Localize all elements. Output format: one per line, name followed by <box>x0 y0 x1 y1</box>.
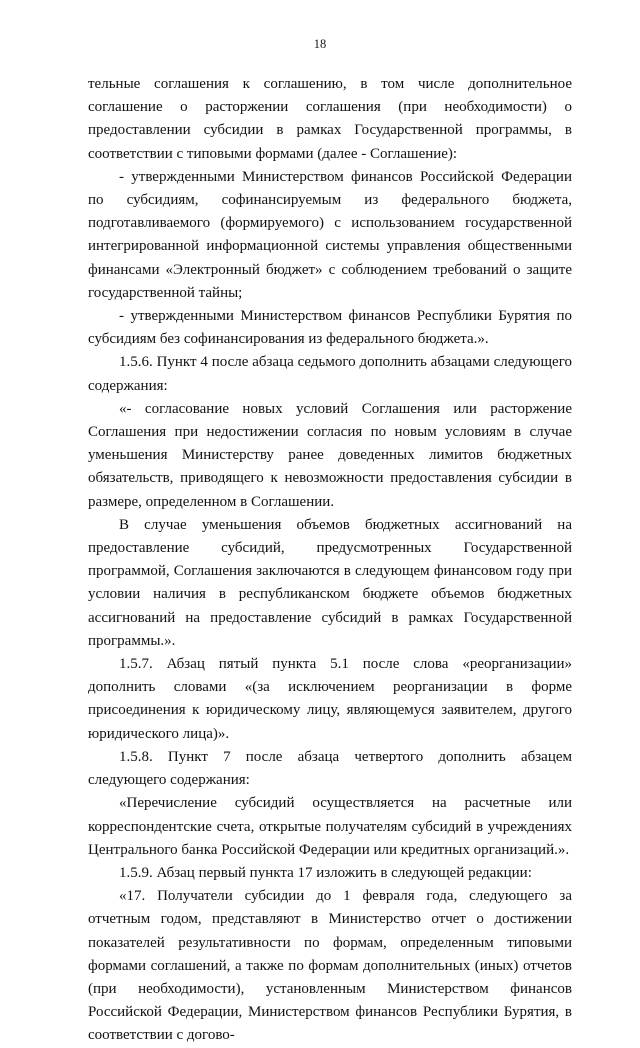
paragraph: «Перечисление субсидий осуществляется на расчетные или корреспондентские счета, открытые получателям субсидий в учреждениях Центрального банка Российской Федерации или кредитных организаций.». <box>88 795 572 858</box>
paragraph: В случае уменьшения объемов бюджетных ассигнований на предоставление субсидий, предусмотренных Государственной программой, Соглашения заключаются в следующем финансовом году при условии наличия в республиканском бюджете объемов бюджетных ассигнований на предоставление субсидий в рамках Государственной программы.». <box>88 516 572 649</box>
paragraph: 1.5.7. Абзац пятый пункта 5.1 после слова «реорганизации» дополнить словами «(за исключением реорганизации в форме присоединения к юридическому лицу, являющемуся заявителем, другого юридического лица)». <box>88 656 572 742</box>
paragraph: «- согласование новых условий Соглашения или расторжение Соглашения при недостижении согласия по новым условиям в случае уменьшения Министерству ранее доведенных лимитов бюджетных обязательств, приводящего к невозможности предоставления субсидии в размере, определенном в Соглашении. <box>88 400 572 510</box>
paragraph: тельные соглашения к соглашению, в том числе дополнительное соглашение о расторжении соглашения (при необходимости) о предоставлении субсидии в рамках Государственной программы, в соответствии с типовыми формами (далее - Соглашение): <box>88 76 572 162</box>
paragraph: 1.5.8. Пункт 7 после абзаца четвертого дополнить абзацем следующего содержания: <box>88 748 572 789</box>
paragraph: 1.5.6. Пункт 4 после абзаца седьмого дополнить абзацами следующего содержания: <box>88 354 572 394</box>
document-body <box>88 73 572 1048</box>
paragraph: «17. Получатели субсидии до 1 февраля года, следующего за отчетным годом, представляют в Министерство отчет о достижении показателей результативности по формам, определенным типовыми формами соглашений, а также по формам дополнительных (иных) отчетов (при необходимости), установленным Министерством финансов Российской Федерации, Министерством финансов Республики Бурятия, в соответствии с догово- <box>88 888 572 1044</box>
paragraph: - утвержденными Министерством финансов Республики Бурятия по субсидиям без софинансирования из федерального бюджета.». <box>88 308 572 348</box>
paragraph: 1.5.9. Абзац первый пункта 17 изложить в следующей редакции: <box>119 864 532 881</box>
paragraph: - утвержденными Министерством финансов Российской Федерации по субсидиям, софинансируемым из федерального бюджета, подготавливаемого (формируемого) с использованием государственной интегрированной информационной системы управления общественными финансами «Электронный бюджет» с соблюдением требований о защите государственной тайны; <box>88 168 572 301</box>
page-number: 18 <box>313 37 327 51</box>
